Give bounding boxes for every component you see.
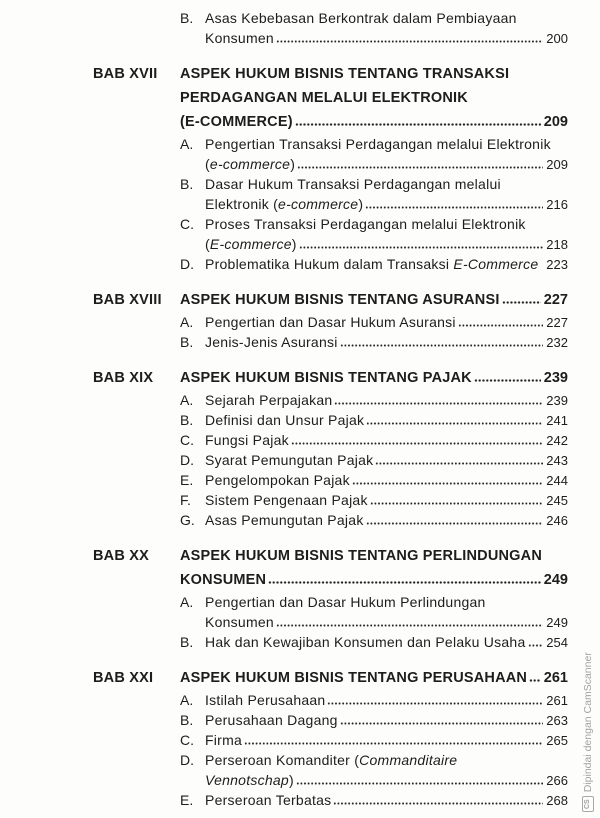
- entry-text-segment: Perseroan Komanditer (: [205, 752, 360, 768]
- entry-text-line: [205, 430, 568, 450]
- entry-text-line: [205, 632, 568, 652]
- toc-entry: [180, 730, 568, 750]
- dot-leader: [291, 435, 543, 445]
- toc-chapter: [0, 288, 600, 352]
- entry-body: [205, 450, 568, 470]
- toc-chapter: [0, 8, 600, 48]
- entry-letter: B.: [180, 176, 194, 192]
- entry-text: [205, 730, 242, 750]
- entry-text-segment: Pengelompokan Pajak: [205, 472, 350, 488]
- entry-page-number: 243: [546, 453, 568, 468]
- entry-text-line: [205, 592, 568, 612]
- entry-letter: C.: [180, 732, 194, 748]
- dot-leader: [366, 415, 543, 425]
- toc-entry: [180, 214, 568, 254]
- toc-entry: [180, 790, 568, 810]
- entry-page-number: 254: [546, 635, 568, 650]
- dot-leader: [268, 574, 541, 584]
- entry-text-segment: E-Commerce: [453, 256, 539, 272]
- chapter-page-number: 209: [543, 114, 568, 130]
- entry-text-line: [205, 710, 568, 730]
- entry-text-segment: ): [358, 196, 364, 212]
- entry-body: [205, 410, 568, 430]
- dot-leader: [529, 672, 541, 682]
- entry-page-number: 261: [546, 693, 568, 708]
- entry-page-number: 239: [546, 393, 568, 408]
- entry-text-segment: (: [205, 156, 210, 172]
- chapter-title-text: ASPEK HUKUM BISNIS TENTANG PERUSAHAAN: [180, 670, 528, 686]
- entry-text-segment: Asas Kebebasan Berkontrak dalam Pembiayaan: [205, 10, 517, 26]
- entry-body: [205, 750, 568, 790]
- dot-leader: [299, 239, 544, 249]
- entry-page-number: 249: [546, 615, 568, 630]
- dot-leader: [370, 495, 544, 505]
- dot-leader: [352, 475, 543, 485]
- entry-body: [205, 214, 568, 254]
- entry-letter: A.: [180, 314, 194, 330]
- entry-text-segment: Elektronik (: [205, 196, 279, 212]
- entry-letter: A.: [180, 136, 194, 152]
- chapter-page-number: 227: [543, 292, 568, 308]
- entry-letter: D.: [180, 256, 194, 272]
- entry-letter: A.: [180, 392, 194, 408]
- chapter-title-text: PERDAGANGAN MELALUI ELEKTRONIK: [180, 90, 468, 106]
- entry-page-number: 209: [546, 157, 568, 172]
- entry-text-line: [205, 612, 568, 632]
- chapter-title-line: [180, 544, 568, 568]
- entry-text-segment: Sejarah Perpajakan: [205, 392, 333, 408]
- entry-text-line: [205, 8, 568, 28]
- dot-leader: [297, 159, 543, 169]
- entry-text: [205, 750, 457, 770]
- dot-leader: [244, 735, 543, 745]
- entry-text: [205, 430, 289, 450]
- entry-text-line: [205, 730, 568, 750]
- chapter-label: BAB XVIII: [93, 292, 162, 308]
- toc-entry: [180, 390, 568, 410]
- entry-text-segment: Definisi dan Unsur Pajak: [205, 412, 365, 428]
- entry-text-line: [205, 154, 568, 174]
- entry-body: [205, 690, 568, 710]
- toc-chapter: [0, 62, 600, 274]
- entry-letter: E.: [180, 472, 194, 488]
- entry-letter: E.: [180, 792, 194, 808]
- toc-entry: [180, 592, 568, 632]
- dot-leader: [502, 294, 541, 304]
- entry-page-number: 246: [546, 513, 568, 528]
- entry-text-line: [205, 790, 568, 810]
- toc-entry: [180, 710, 568, 730]
- entry-text-segment: Fungsi Pajak: [205, 432, 289, 448]
- dot-leader: [334, 395, 543, 405]
- entry-text-line: [205, 410, 568, 430]
- table-of-contents: [0, 8, 600, 810]
- toc-entry: [180, 134, 568, 174]
- toc-chapter: [0, 666, 600, 810]
- entry-text-segment: ): [291, 236, 297, 252]
- entry-body: [205, 510, 568, 530]
- dot-leader: [296, 775, 543, 785]
- entry-text-line: [205, 450, 568, 470]
- entry-body: [205, 134, 568, 174]
- toc-entry: [180, 8, 568, 48]
- entry-text: [205, 8, 517, 28]
- entry-page-number: 265: [546, 733, 568, 748]
- entry-text: [205, 490, 368, 510]
- entry-text-segment: Pengertian dan Dasar Hukum Perlindungan: [205, 594, 486, 610]
- entry-text: [205, 390, 332, 410]
- dot-leader: [458, 317, 544, 327]
- entry-letter: D.: [180, 752, 194, 768]
- dot-leader: [474, 372, 541, 382]
- entry-page-number: 200: [546, 31, 568, 46]
- entry-text-segment: Hak dan Kewajiban Konsumen dan Pelaku Usaha: [205, 634, 526, 650]
- entry-body: [205, 390, 568, 410]
- dot-leader: [340, 715, 544, 725]
- toc-entry: [180, 632, 568, 652]
- entry-text-line: [205, 214, 568, 234]
- toc-entry: [180, 750, 568, 790]
- dot-leader: [365, 199, 543, 209]
- entry-text: [205, 254, 538, 274]
- entry-text: [205, 470, 350, 490]
- entry-letter: B.: [180, 10, 194, 26]
- dot-leader: [295, 116, 541, 126]
- entry-text-line: [205, 390, 568, 410]
- entry-text-segment: E-commerce: [209, 236, 292, 252]
- entry-text: [205, 450, 373, 470]
- chapter-title-line: [180, 366, 568, 390]
- entry-page-number: 242: [546, 433, 568, 448]
- entry-page-number: 244: [546, 473, 568, 488]
- toc-entry: [180, 510, 568, 530]
- chapter-content: [180, 666, 568, 810]
- toc-entry: [180, 174, 568, 214]
- chapter-title-text: KONSUMEN: [180, 572, 267, 588]
- entry-body: [205, 470, 568, 490]
- entry-text-segment: e-commerce: [209, 156, 291, 172]
- entry-text-line: [205, 28, 568, 48]
- entry-text-line: [205, 470, 568, 490]
- entry-text-line: [205, 234, 568, 254]
- entry-text-line: [205, 332, 568, 352]
- entry-text-segment: Sistem Pengenaan Pajak: [205, 492, 368, 508]
- entry-text-line: [205, 312, 568, 332]
- entry-text: [205, 592, 486, 612]
- chapter-content: [180, 62, 568, 274]
- entry-text: [205, 510, 364, 530]
- entry-text-segment: ): [288, 772, 294, 788]
- entry-text-segment: Konsumen: [205, 30, 274, 46]
- entry-letter: F.: [180, 492, 191, 508]
- chapter-page-number: 239: [543, 370, 568, 386]
- entry-text-segment: Problematika Hukum dalam Transaksi: [205, 256, 454, 272]
- entry-text-segment: Pengertian Transaksi Perdagangan melalui Elektronik: [205, 136, 551, 152]
- entry-text-segment: Proses Transaksi Perdagangan melalui Elektronik: [205, 216, 526, 232]
- chapter-title-line: [180, 288, 568, 312]
- entry-text-segment: Syarat Pemungutan Pajak: [205, 452, 374, 468]
- entry-text-line: [205, 750, 568, 770]
- entry-text-segment: Commanditaire: [359, 752, 458, 768]
- entry-text-segment: Asas Pemungutan Pajak: [205, 512, 364, 528]
- chapter-content: [180, 8, 568, 48]
- toc-entry: [180, 332, 568, 352]
- entry-text: [205, 690, 325, 710]
- entry-text-line: [205, 254, 568, 274]
- dot-leader: [276, 33, 543, 43]
- chapter-title-text: (E-COMMERCE): [180, 114, 293, 130]
- entry-page-number: 263: [546, 713, 568, 728]
- toc-entry: [180, 312, 568, 332]
- entry-body: [205, 8, 568, 48]
- dot-leader: [333, 795, 543, 805]
- chapter-label: BAB XIX: [93, 370, 154, 386]
- entry-text-segment: Perseroan Terbatas: [205, 792, 332, 808]
- entry-page-number: 232: [546, 335, 568, 350]
- chapter-label: [0, 8, 180, 48]
- chapter-label: BAB XXI: [93, 670, 154, 686]
- entry-text-segment: Dasar Hukum Transaksi Perdagangan melalui: [205, 176, 501, 192]
- entry-page-number: 227: [546, 315, 568, 330]
- entry-letter: G.: [180, 512, 195, 528]
- entry-text-segment: Firma: [205, 732, 243, 748]
- entry-text-line: [205, 174, 568, 194]
- entry-letter: B.: [180, 412, 194, 428]
- entry-body: [205, 312, 568, 332]
- entry-body: [205, 254, 568, 274]
- entry-text: [205, 28, 274, 48]
- entry-text: [205, 194, 363, 214]
- chapter-title-line: [180, 666, 568, 690]
- entry-letter: C.: [180, 432, 194, 448]
- entry-text: [205, 174, 501, 194]
- entry-letter: B.: [180, 334, 194, 350]
- entry-body: [205, 490, 568, 510]
- entry-text: [205, 612, 274, 632]
- entry-letter: C.: [180, 216, 194, 232]
- toc-chapter: [0, 366, 600, 530]
- entry-text-line: [205, 510, 568, 530]
- entry-page-number: 268: [546, 793, 568, 808]
- chapter-content: [180, 366, 568, 530]
- entry-page-number: 223: [546, 257, 568, 272]
- entry-body: [205, 332, 568, 352]
- entry-text: [205, 154, 295, 174]
- entry-page-number: 245: [546, 493, 568, 508]
- chapter-title-line: [180, 62, 568, 86]
- chapter-page-number: 261: [543, 670, 568, 686]
- dot-leader: [366, 515, 544, 525]
- entry-text-segment: Pengertian dan Dasar Hukum Asuransi: [205, 314, 456, 330]
- entry-body: [205, 632, 568, 652]
- chapter-label: BAB XVII: [93, 66, 158, 82]
- chapter-title-text: ASPEK HUKUM BISNIS TENTANG TRANSAKSI: [180, 66, 510, 82]
- chapter-label: BAB XX: [93, 548, 149, 564]
- entry-text: [205, 134, 551, 154]
- camscanner-watermark: [581, 652, 594, 812]
- entry-text: [205, 770, 294, 790]
- entry-text-line: [205, 490, 568, 510]
- toc-entry: [180, 690, 568, 710]
- toc-entry: [180, 410, 568, 430]
- entry-text-segment: Konsumen: [205, 614, 274, 630]
- toc-entry: [180, 450, 568, 470]
- entry-text-segment: Perusahaan Dagang: [205, 712, 338, 728]
- entry-text-line: [205, 134, 568, 154]
- chapter-content: [180, 288, 568, 352]
- entry-letter: D.: [180, 452, 194, 468]
- entry-body: [205, 430, 568, 450]
- chapter-content: [180, 544, 568, 652]
- entry-text: [205, 632, 526, 652]
- entry-letter: B.: [180, 634, 194, 650]
- chapter-title-text: ASPEK HUKUM BISNIS TENTANG ASURANSI: [180, 292, 500, 308]
- entry-body: [205, 710, 568, 730]
- entry-text-segment: Istilah Perusahaan: [205, 692, 326, 708]
- toc-entry: [180, 470, 568, 490]
- entry-page-number: 241: [546, 413, 568, 428]
- entry-text-segment: Jenis-Jenis Asuransi: [205, 334, 338, 350]
- chapter-page-number: 249: [543, 572, 568, 588]
- entry-text: [205, 410, 364, 430]
- entry-text-line: [205, 770, 568, 790]
- entry-body: [205, 730, 568, 750]
- dot-leader: [276, 617, 543, 627]
- entry-body: [205, 592, 568, 632]
- toc-entry: [180, 254, 568, 274]
- entry-page-number: 216: [546, 197, 568, 212]
- chapter-title-line: [180, 110, 568, 134]
- entry-text: [205, 312, 456, 332]
- entry-text: [205, 710, 338, 730]
- chapter-title-text: ASPEK HUKUM BISNIS TENTANG PAJAK: [180, 370, 472, 386]
- entry-page-number: 218: [546, 237, 568, 252]
- chapter-title-line: [180, 568, 568, 592]
- entry-body: [205, 790, 568, 810]
- entry-text: [205, 214, 526, 234]
- entry-page-number: 266: [546, 773, 568, 788]
- entry-text: [205, 332, 338, 352]
- chapter-title-line: [180, 86, 568, 110]
- entry-text: [205, 790, 331, 810]
- toc-chapter: [0, 544, 600, 652]
- entry-letter: A.: [180, 594, 194, 610]
- dot-leader: [528, 637, 544, 647]
- camscanner-logo: CS: [582, 796, 594, 812]
- entry-text-segment: e-commerce: [278, 196, 359, 212]
- toc-entry: [180, 490, 568, 510]
- entry-text: [205, 234, 297, 254]
- entry-text-segment: Vennotschap: [205, 772, 289, 788]
- entry-body: [205, 174, 568, 214]
- entry-text-line: [205, 194, 568, 214]
- toc-entry: [180, 430, 568, 450]
- entry-text-line: [205, 690, 568, 710]
- dot-leader: [327, 695, 543, 705]
- entry-text-segment: (: [205, 236, 210, 252]
- dot-leader: [375, 455, 543, 465]
- entry-letter: B.: [180, 712, 194, 728]
- chapter-title-text: ASPEK HUKUM BISNIS TENTANG PERLINDUNGAN: [180, 548, 542, 564]
- entry-letter: A.: [180, 692, 194, 708]
- entry-text-segment: ): [290, 156, 296, 172]
- watermark-text: Dipindai dengan CamScanner: [581, 652, 594, 793]
- dot-leader: [340, 337, 544, 347]
